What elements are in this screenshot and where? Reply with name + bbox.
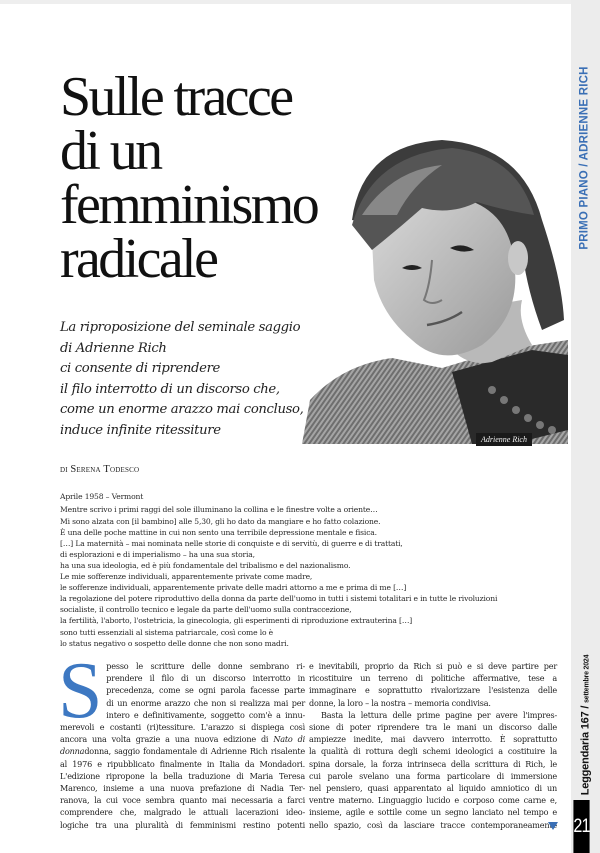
epigraph-line: Le mie sofferenze individuali, apparentemente private come madre, [60,572,313,582]
standfirst-line: La riproposizione del seminale saggio [60,320,301,335]
epigraph-line: sono tutti essenziali al sistema patriarcale, così come lo è [60,627,274,637]
epigraph-line: È una delle poche mattine in cui non sento una terribile depressione mentale e fisica. [60,527,377,537]
body-line: pesso le scritture delle donne sembrano ri- [106,661,305,671]
headline-line: radicale [60,228,217,290]
epigraph-place-date: Aprile 1958 – Vermont [60,492,144,501]
epigraph-line: […] La maternità – mai nominata nelle storie di conquiste e di servitù, di guerre e di trattati, [60,538,403,548]
epigraph-line: Mentre scrivo i primi raggi del sole illuminano la collina e le finestre volte a oriente… [60,505,378,515]
body-line: logiche tra una pluralità di femminismi restino potenti [60,819,305,830]
epigraph [60,491,565,649]
body-line: intero e definitivamente, soggetto com'è a innu- [106,709,305,720]
body-line: ricostituire un terreno di politiche affermative, tese a [309,673,557,684]
body-line [60,733,305,745]
section-label-text: PRIMO PIANO / ADRIENNE RICH [579,66,591,250]
page-number: 21 [573,800,589,853]
photo-caption: Adrienne Rich [476,433,532,446]
page-top-margin [0,0,600,4]
continue-triangle-icon [548,822,558,830]
section-label [572,68,598,248]
body-line: la qualità di rottura degli schemi ideologici a costituire la [309,746,557,757]
book-title: donna [60,746,85,757]
epigraph-line: socialiste, il controllo tecnico e legale da parte dell'uomo sulla contraccezione, [60,605,352,615]
author-name: Serena Todesco [70,464,140,475]
headline-line: femminismo [60,174,318,236]
drop-cap: S [58,647,103,735]
standfirst-line: di Adrienne Rich [60,340,167,356]
body-line: ranova, la cui voce sembra quanto mai necessaria a farci [60,795,305,806]
standfirst-line: induce infinite ritessiture [60,422,221,438]
body-line: ampiezze inedite, mai davvero interrotto. È soprattutto [309,734,557,745]
body-line: merevoli e costanti (ri)tessiture. L'arazzo si dispiega così [60,722,305,733]
standfirst [60,318,320,441]
headline-line: Sulle tracce [60,66,292,128]
body-line: spina dorsale, la forza intrinseca della scrittura di Rich, le [309,758,557,769]
body-line: sione di poter riprendere tra le mani un discorso dalle [309,722,557,733]
body-line: prendere il filo di un discorso interrotto in [106,673,305,684]
byline [60,464,139,475]
body-line: al 1976 e ripubblicato finalmente in Italia da Mondadori. [60,758,305,769]
body-column-left [58,647,305,831]
epigraph-line: la fertilità, l'aborto, l'ostetricia, la ginecologia, gli esperimenti di riproduzione extrauterina […] [60,616,413,626]
book-title: Nato di [273,734,305,745]
epigraph-line: Mi sono alzata con [il bambino] alle 5,30, gli ho dato da mangiare e ho fatto colazione. [60,516,381,526]
body-column-right [309,660,557,831]
magazine-info-text: Leggendaria 167 / settembre 2024 [579,654,591,796]
issue-date: settembre 2024 [583,654,590,703]
byline-prefix: di [60,465,68,475]
epigraph-line: le sofferenze individuali, apparentemente private delle madri attorno a me e prima di me […] [60,583,407,593]
portrait-illustration [302,100,568,444]
body-line: insieme, agile e sottile come un segno lanciato nel tempo e [309,807,557,818]
body-line-text: donna, saggio fondamentale di Adrienne Rich risalente [84,746,305,757]
headline-line: di un [60,120,161,182]
body-line [60,745,305,757]
body-line: Basta la lettura delle prime pagine per avere l'impres- [321,709,557,720]
portrait-photo [302,100,568,444]
magazine-info [572,654,598,796]
body-line: donne, la loro – la nostra – memoria condivisa. [309,697,491,708]
standfirst-line: ci consente di riprendere [60,361,220,376]
standfirst-line: come un enorme arazzo mai concluso, [60,402,304,417]
epigraph-line: lo status negativo o sospetto delle donne che non sono madri. [60,638,289,648]
body-line: nello spazio, così da lasciare tracce contemporaneamente [309,819,557,830]
body-line: comprendere che, malgrado le attuali lacerazioni ideo- [60,807,305,818]
body-line: precedenza, come se ogni parola facesse parte [106,685,305,696]
body-line: di un enorme arazzo che non si realizza mai per [106,697,305,708]
body-line: L'edizione ripropone la bella traduzione di Maria Teresa [60,770,305,781]
body-line: ventre materno. Linguaggio lucido e corposo come carne e, [309,795,557,806]
body-line: Marenco, insieme a una nuova prefazione di Nadia Ter- [60,783,305,794]
epigraph-line: ha una sua ideologia, ed è più fondamentale del tribalismo e del nazionalismo. [60,560,351,570]
body-line: immaginare e soprattutto rivalorizzare l'esistenza delle [309,685,557,696]
magazine-name: Leggendaria 167 [579,711,591,796]
epigraph-line: la regolazione del potere riproduttivo della donna da parte dell'uomo in tutti i sistemi totalitari e in tutte le rivoluzioni [60,594,498,604]
body-line: e inevitabili, proprio da Rich si può e si deve partire per [309,661,557,671]
body-line-text: ancora una volta grazie a una nuova edizione di [60,734,274,745]
body-line: nel pensiero, quasi apparentato al liquido amniotico di un [309,783,557,794]
body-line: cui parole svelano una forma particolare di immersione [309,770,557,781]
standfirst-line: il filo interrotto di un discorso che, [60,381,280,397]
epigraph-line: di esplorazioni e di imperialismo – ha una sua storia, [60,549,255,559]
